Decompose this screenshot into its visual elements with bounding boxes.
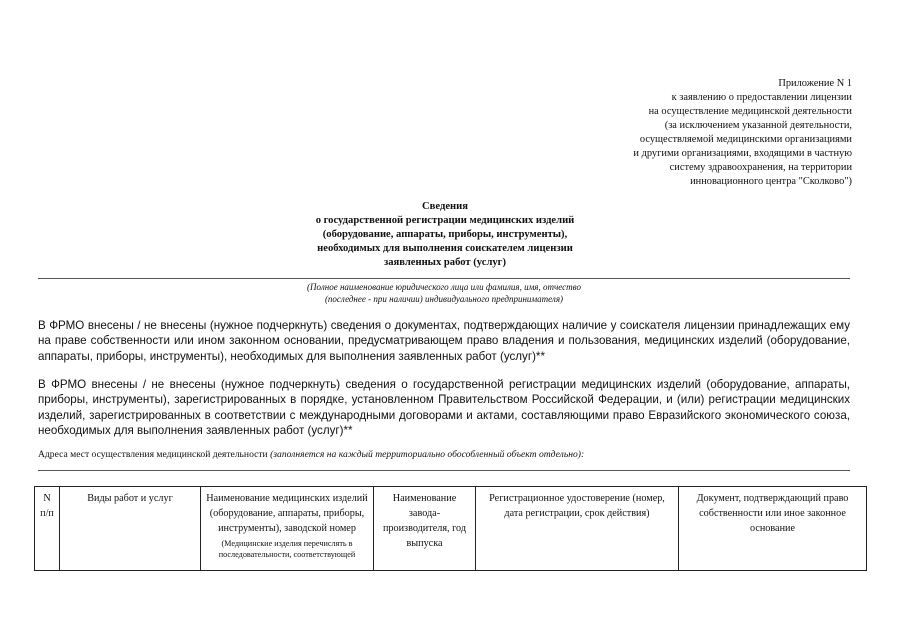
header-device-name-note: (Медицинские изделия перечислять в последовательности, соответствующей — [218, 539, 356, 559]
header-device-name — [201, 487, 374, 571]
header-ownership-doc: Документ, подтверждающий право собственности или иное законное основание — [679, 487, 867, 571]
applicant-caption — [38, 281, 850, 305]
frmo-ownership-paragraph: В ФРМО внесены / не внесены (нужное подчеркнуть) сведения о документах, подтверждающих наличие у соискателя лицензии принадлежащих ему на праве собственности или ином законном основании, предусматривающем право владения и пользования, медицинских изделий (оборудование, аппараты, приборы, инструменты), необходимых для выполнения заявленных работ (услуг)** — [38, 319, 850, 363]
title-line: необходимых для выполнения соискателем лицензии — [317, 243, 573, 254]
address-label — [38, 449, 850, 461]
caption-line-1: (Полное наименование юридического лица или фамилия, имя, отчество — [307, 282, 581, 292]
table-header-row — [35, 487, 867, 571]
caption-line-2: (последнее - при наличии) индивидуального предпринимателя) — [324, 294, 564, 304]
frmo-registration-paragraph: В ФРМО внесены / не внесены (нужное подчеркнуть) сведения о государственной регистрации медицинских изделий (оборудование, аппараты, приборы, инструменты), зарегистрированных в порядке, установленном Правительством Российской Федерации, и (или) регистрации медицинских изделий, зарегистрированных в соответствии с международными договорами и актами, составляющими право Евразийского экономического союза, необходимых для выполнения заявленных работ (услуг)** — [38, 378, 850, 438]
address-label-text: Адреса мест осуществления медицинской деятельности — [38, 449, 268, 460]
title-line: заявленных работ (услуг) — [383, 257, 507, 268]
title-line: о государственной регистрации медицинских изделий — [315, 215, 575, 226]
header-manufacturer: Наименование завода-производителя, год выпуска — [374, 487, 476, 571]
title-line: (оборудование, аппараты, приборы, инструменты), — [322, 229, 568, 240]
appendix-line: (за исключением указанной деятельности, — [664, 120, 852, 131]
appendix-line: и другими организациями, входящими в частную — [633, 148, 852, 159]
document-title — [240, 200, 650, 270]
appendix-line: систему здравоохранения, на территории — [669, 162, 852, 173]
appendix-line: осуществляемой медицинскими организациями — [639, 134, 852, 145]
appendix-note — [522, 77, 852, 189]
appendix-line: к заявлению о предоставлении лицензии — [671, 92, 852, 103]
applicant-name-line[interactable] — [38, 278, 850, 279]
appendix-line: Приложение N 1 — [778, 78, 852, 89]
header-device-name-text: Наименование медицинских изделий (оборудование, аппараты, приборы, инструменты), заводской номер — [206, 493, 368, 534]
appendix-line: на осуществление медицинской деятельности — [648, 106, 852, 117]
devices-table — [34, 486, 867, 571]
header-num: N п/п — [35, 487, 60, 571]
address-input-line[interactable] — [38, 470, 850, 471]
header-work-types: Виды работ и услуг — [60, 487, 201, 571]
header-registration: Регистрационное удостоверение (номер, дата регистрации, срок действия) — [476, 487, 679, 571]
address-note: (заполняется на каждый территориально обособленный объект отдельно): — [270, 449, 585, 460]
title-line: Сведения — [422, 201, 468, 212]
appendix-line: инновационного центра "Сколково") — [690, 176, 852, 187]
